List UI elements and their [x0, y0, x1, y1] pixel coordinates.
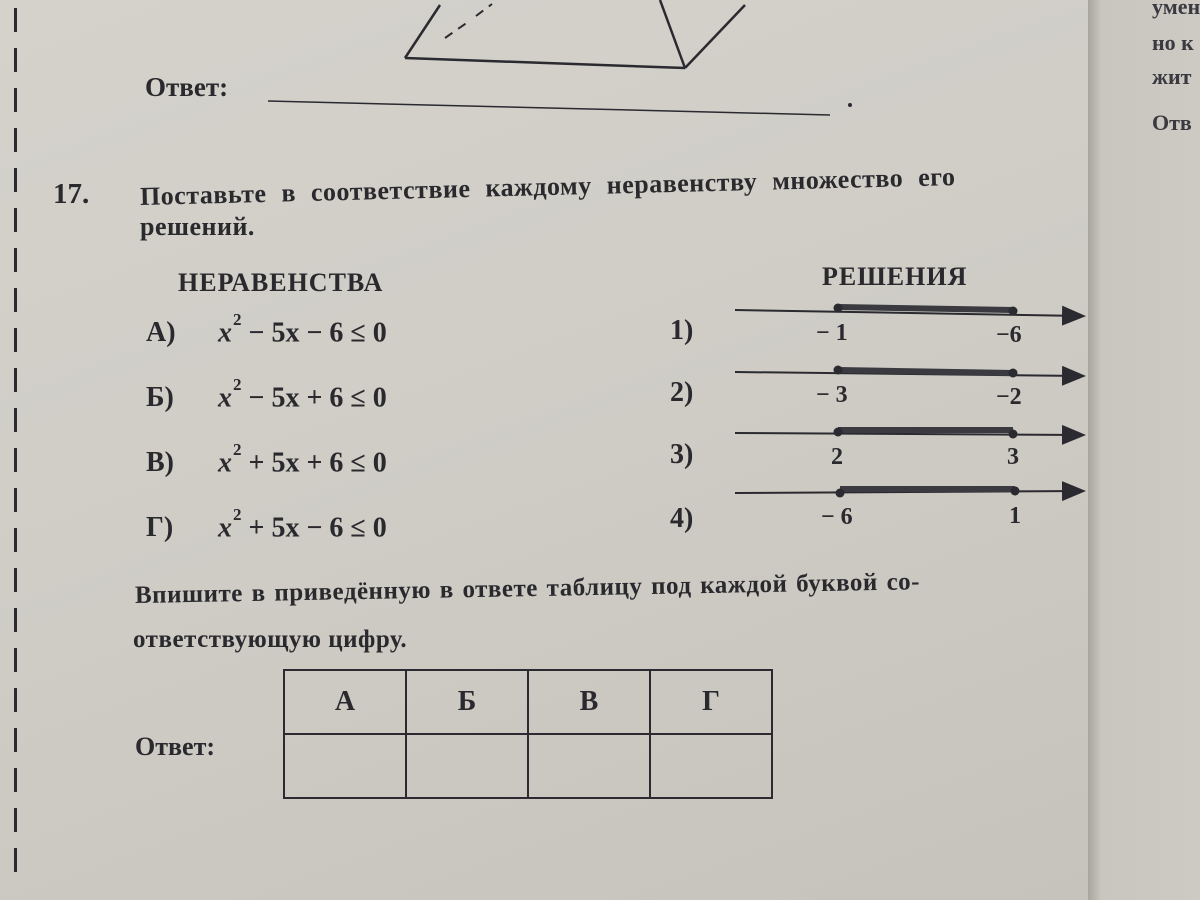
- solution-label-1: 1): [670, 315, 694, 346]
- adjacent-page-text-2: но к: [1152, 30, 1194, 55]
- answer-cell-a[interactable]: [284, 734, 406, 798]
- number-line-2: [735, 366, 1082, 378]
- solution-2-right: −2: [996, 384, 1022, 410]
- solution-3-right: 3: [1007, 444, 1019, 470]
- inequality-letter: А): [146, 317, 176, 349]
- solution-label-3: 3): [670, 439, 694, 470]
- inequality-b: Б) $x^2 - 5x + 6 \le 0$: [146, 375, 387, 414]
- task-number: 17.: [53, 178, 90, 210]
- solution-3-left: 2: [831, 444, 843, 470]
- answer-header-g: Г: [650, 670, 772, 734]
- inequality-a: А) $x^2 - 5x - 6 \le 0$: [146, 310, 387, 349]
- inequalities-header: НЕРАВЕНСТВА: [178, 268, 384, 297]
- answer-label: Ответ:: [135, 732, 216, 761]
- task-prompt-line-1: Поставьте в соответствие каждому неравенству множество его: [139, 162, 956, 211]
- inequality-expression: − 5x + 6 ≤ 0: [241, 382, 387, 414]
- answer-cell-b[interactable]: [406, 734, 528, 798]
- number-line-3: [735, 427, 1082, 439]
- number-line-1: [735, 304, 1082, 317]
- answer-cell-v[interactable]: [528, 734, 650, 798]
- solution-1-right: −6: [996, 322, 1022, 348]
- adjacent-page-text-3: жит: [1152, 64, 1192, 89]
- instruction-line-1: Впишите в приведённую в ответе таблицу под каждой буквой со-: [134, 568, 921, 609]
- instruction-line-2: ответствующую цифру.: [133, 626, 408, 653]
- solution-1-left: − 1: [816, 320, 848, 346]
- inequality-expression: − 5x − 6 ≤ 0: [241, 317, 387, 349]
- inequality-v: В) $x^2 + 5x + 6 \le 0$: [146, 440, 387, 479]
- inequality-letter: В): [146, 447, 174, 479]
- solution-4-left: − 6: [821, 504, 853, 530]
- answer-table-input-row: [284, 734, 772, 798]
- answer-table-header-row: [284, 670, 772, 734]
- inequality-letter: Г): [146, 512, 174, 544]
- answer-table: [283, 669, 773, 799]
- inequality-expression: + 5x + 6 ≤ 0: [241, 447, 387, 479]
- solution-2-left: − 3: [816, 382, 848, 408]
- inequality-expression: + 5x − 6 ≤ 0: [241, 512, 387, 544]
- adjacent-page-text-4: Отв: [1152, 110, 1192, 135]
- number-line-4: [735, 486, 1082, 498]
- answer-header-v: В: [528, 670, 650, 734]
- solution-label-4: 4): [670, 503, 694, 534]
- solution-4-right: 1: [1009, 503, 1021, 529]
- answer-header-b: Б: [406, 670, 528, 734]
- answer-cell-g[interactable]: [650, 734, 772, 798]
- solution-label-2: 2): [670, 377, 694, 408]
- previous-answer-label: Ответ:: [145, 72, 229, 102]
- adjacent-page-text-1: умен: [1152, 0, 1200, 19]
- task-prompt-line-2: решений.: [140, 212, 255, 241]
- inequality-g: Г) $x^2 + 5x - 6 \le 0$: [146, 505, 387, 544]
- solutions-header: РЕШЕНИЯ: [822, 262, 968, 291]
- inequality-letter: Б): [146, 382, 174, 414]
- answer-header-a: А: [284, 670, 406, 734]
